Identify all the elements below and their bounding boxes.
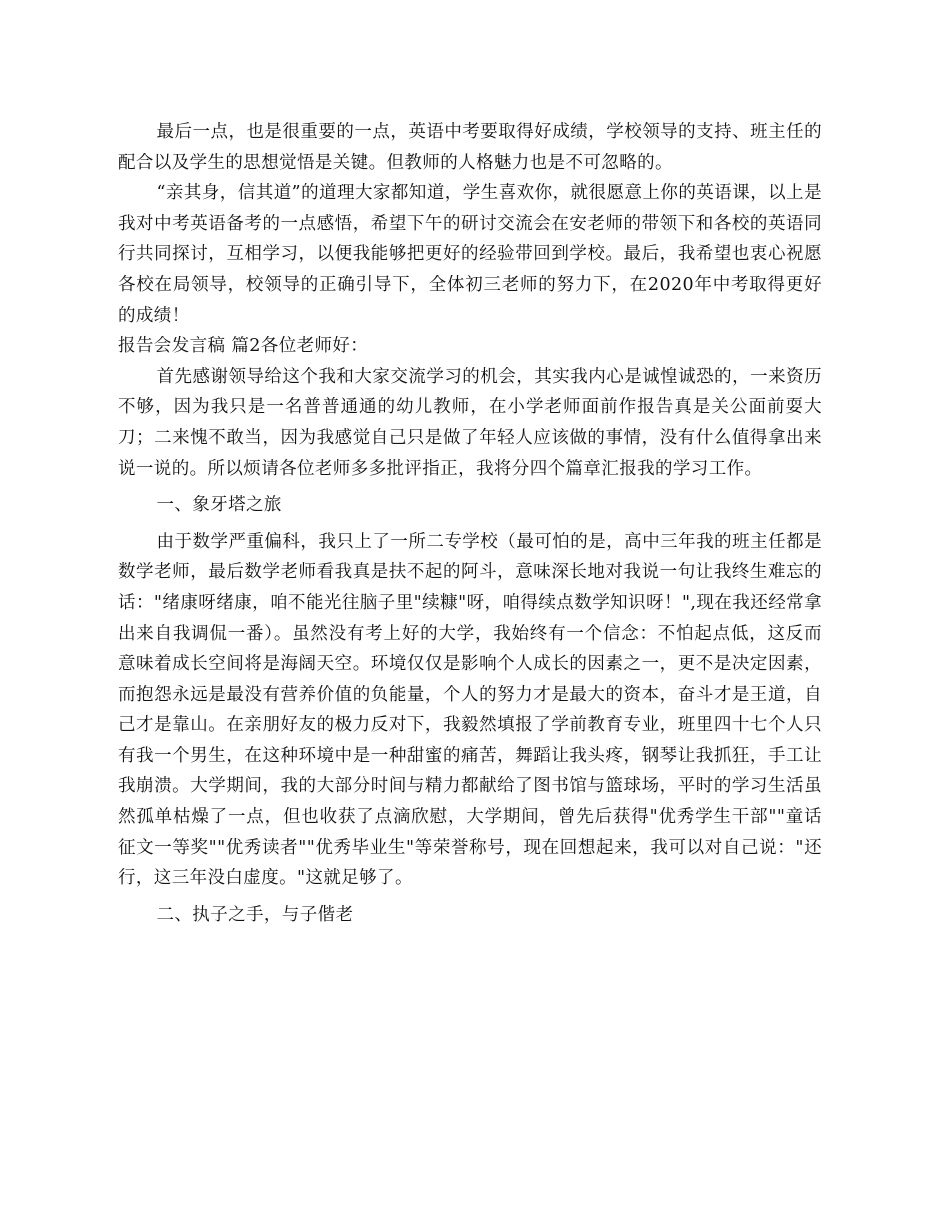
paragraph-closing-point: 最后一点，也是很重要的一点，英语中考要取得好成绩，学校领导的支持、班主任的配合以及学生的思想觉悟是关键。但教师的人格魅力也是不可忽略的。 <box>118 122 822 173</box>
speech-title: 报告会发言稿 篇2各位老师好： <box>118 336 369 357</box>
paragraph-section-1: 由于数学严重偏科，我只上了一所二专学校（最可怕的是，高中三年我的班主任都是数学老师，最后数学老师看我真是扶不起的阿斗，意味深长地对我说一句让我终生难忘的话："绪康呀绪康，咱不能光往脑子里"续糠"呀，咱得续点数学知识呀！",现在我还经常拿出来自我调侃一番）。虽然没有考上好的大学，我始终有一个信念：不怕起点低，这反而意味着成长空间将是海阔天空。环境仅仅是影响个人成长的因素之一，更不是决定因素，而抱怨永远是最没有营养价值的负能量，个人的努力才是最大的资本，奋斗才是王道，自己才是靠山。在亲朋好友的极力反对下，我毅然填报了学前教育专业，班里四十七个人只有我一个男生，在这种环境中是一种甜蜜的痛苦，舞蹈让我头疼，钢琴让我抓狂，手工让我崩溃。大学期间，我的大部分时间与精力都献给了图书馆与篮球场，平时的学习生活虽然孤单枯燥了一点，但也收获了点滴欣慰，大学期间，曾先后获得"优秀学生干部""童话征文一等奖""优秀读者""优秀毕业生"等荣誉称号，现在回想起来，我可以对自己说："还行，这三年没白虚度。"这就足够了。 <box>118 531 822 889</box>
paragraph-conclusion: “亲其身，信其道”的道理大家都知道，学生喜欢你，就很愿意上你的英语课，以上是我对中考英语备考的一点感悟，希望下午的研讨交流会在安老师的带领下和各校的英语同行共同探讨，互相学习，以便我能够把更好的经验带回到学校。最后，我希望也衷心祝愿各校在局领导，校领导的正确引导下，全体初三老师的努力下，在2020年中考取得更好的成绩！ <box>118 183 822 326</box>
section-heading-1: 一、象牙塔之旅 <box>156 495 282 516</box>
section-heading-2: 二、执子之手，与子偕老 <box>156 904 354 925</box>
paragraph-introduction: 首先感谢领导给这个我和大家交流学习的机会，其实我内心是诚惶诚恐的，一来资历不够，因为我只是一名普普通通的幼儿教师，在小学老师面前作报告真是关公面前耍大刀；二来愧不敢当，因为我感觉自己只是做了年轻人应该做的事情，没有什么值得拿出来说一说的。所以烦请各位老师多多批评指正，我将分四个篇章汇报我的学习工作。 <box>118 366 822 479</box>
